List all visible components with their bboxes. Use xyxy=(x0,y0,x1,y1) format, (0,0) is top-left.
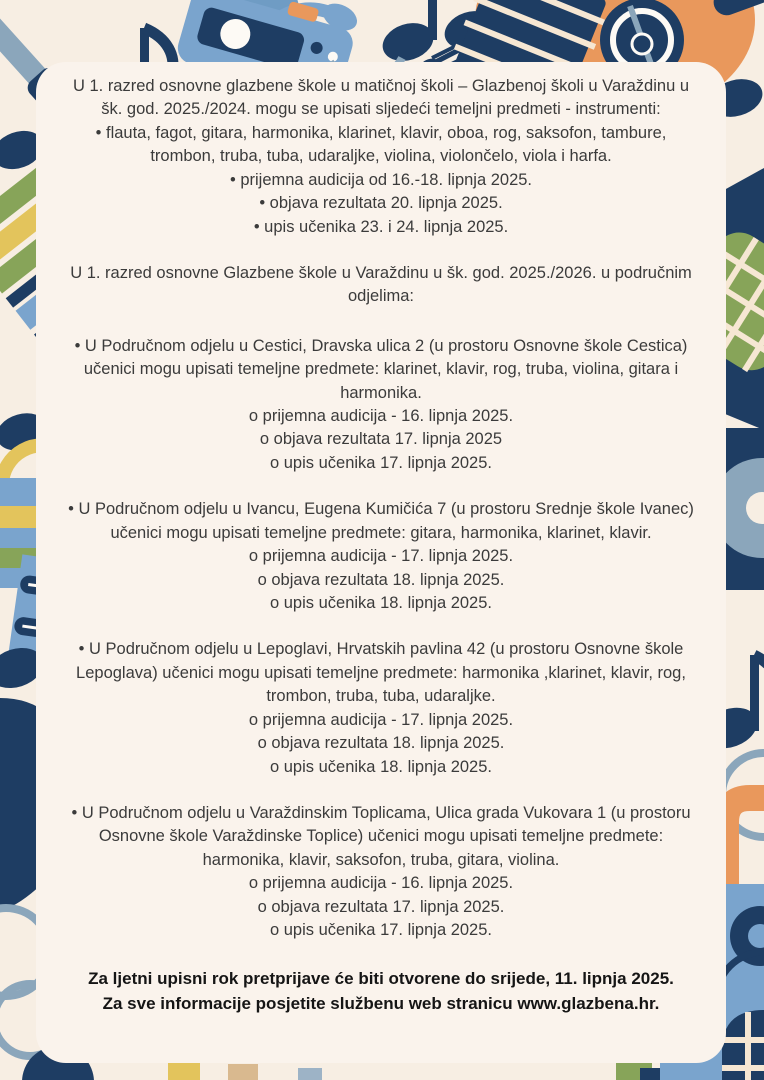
footer-notice xyxy=(61,966,701,1017)
intro-bullet-audition: • prijemna audicija od 16.-18. lipnja 2025. xyxy=(229,170,533,189)
footer-info: Za sve informacije posjetite službenu web stranicu www.glazbena.hr. xyxy=(102,994,660,1013)
section-item: o prijemna audicija - 16. lipnja 2025. xyxy=(248,874,514,893)
section-description: • U Područnom odjelu u Lepoglavi, Hrvatskih pavlina 42 (u prostoru Osnovne škole Lepoglava) učenici mogu upisati temeljne predmete: harmonika ,klarinet, klavir, rog, trombon, truba, tuba, udaraljke. xyxy=(76,640,686,706)
section-item: o upis učenika 17. lipnja 2025. xyxy=(270,453,492,472)
section-item: o objava rezultata 17. lipnja 2025 xyxy=(259,430,503,449)
section-item: o prijemna audicija - 17. lipnja 2025. xyxy=(248,710,514,729)
intro-section xyxy=(61,75,701,239)
section-description: • U Područnom odjelu u Ivancu, Eugena Kumičića 7 (u prostoru Srednje škole Ivanec) učenici mogu upisati temeljne predmete: gitara, harmonika, klarinet, klavir. xyxy=(68,500,694,542)
section-varazdinske-toplice xyxy=(61,802,701,943)
section-cestica xyxy=(61,335,701,476)
website-link[interactable]: www.glazbena.hr xyxy=(517,994,655,1013)
intro-bullet-instruments: • flauta, fagot, gitara, harmonika, klarinet, klavir, oboa, rog, saksofon, tambure, trombon, truba, tuba, udaraljke, violina, violončelo, viola i harfa. xyxy=(95,123,667,166)
intro-bullet-results: • objava rezultata 20. lipnja 2025. xyxy=(259,194,503,213)
section-item: o prijemna audicija - 16. lipnja 2025. xyxy=(248,407,514,426)
orange-pipe-decoration xyxy=(726,798,764,884)
section-description: • U Područnom odjelu u Varaždinskim Toplicama, Ulica grada Vukovara 1 (u prostoru Osnovne škole Varaždinske Toplice) učenici mogu upisati temeljne predmete: harmonika, klavir, saksofon, truba, gitara, violina. xyxy=(71,803,691,869)
section-item: o objava rezultata 17. lipnja 2025. xyxy=(257,897,505,916)
bottom-strip-decorations xyxy=(168,1060,708,1080)
section-lepoglava xyxy=(61,638,701,779)
section-item: o upis učenika 17. lipnja 2025. xyxy=(270,921,492,940)
intro-text: U 1. razred osnovne glazbene škole u matičnoj školi – Glazbenoj školi u Varaždinu u šk. god. 2025./2024. mogu se upisati sljedeći temeljni predmeti - instrumenti: xyxy=(72,77,690,119)
section-item: o objava rezultata 18. lipnja 2025. xyxy=(257,570,505,589)
intro-bullet-enrollment: • upis učenika 23. i 24. lipnja 2025. xyxy=(253,217,509,236)
section-item: o prijemna audicija - 17. lipnja 2025. xyxy=(248,547,514,566)
section-item: o upis učenika 18. lipnja 2025. xyxy=(270,757,492,776)
section-item: o objava rezultata 18. lipnja 2025. xyxy=(257,734,505,753)
section-description: • U Područnom odjelu u Cestici, Dravska ulica 2 (u prostoru Osnovne škole Cestica) učenici mogu upisati temeljne predmete: klarinet, klavir, rog, truba, violina, gitara i harmonika. xyxy=(74,336,688,402)
branch-departments-heading: U 1. razred osnovne Glazbene škole u Varaždinu u šk. god. 2025./2026. u područnim odjelima: xyxy=(70,263,692,306)
section-item: o upis učenika 18. lipnja 2025. xyxy=(270,594,492,613)
announcement-card xyxy=(36,62,726,1063)
footer-deadline: Za ljetni upisni rok pretprijave će biti otvorene do srijede, 11. lipnja 2025. xyxy=(88,968,674,988)
section-ivanec xyxy=(61,498,701,615)
